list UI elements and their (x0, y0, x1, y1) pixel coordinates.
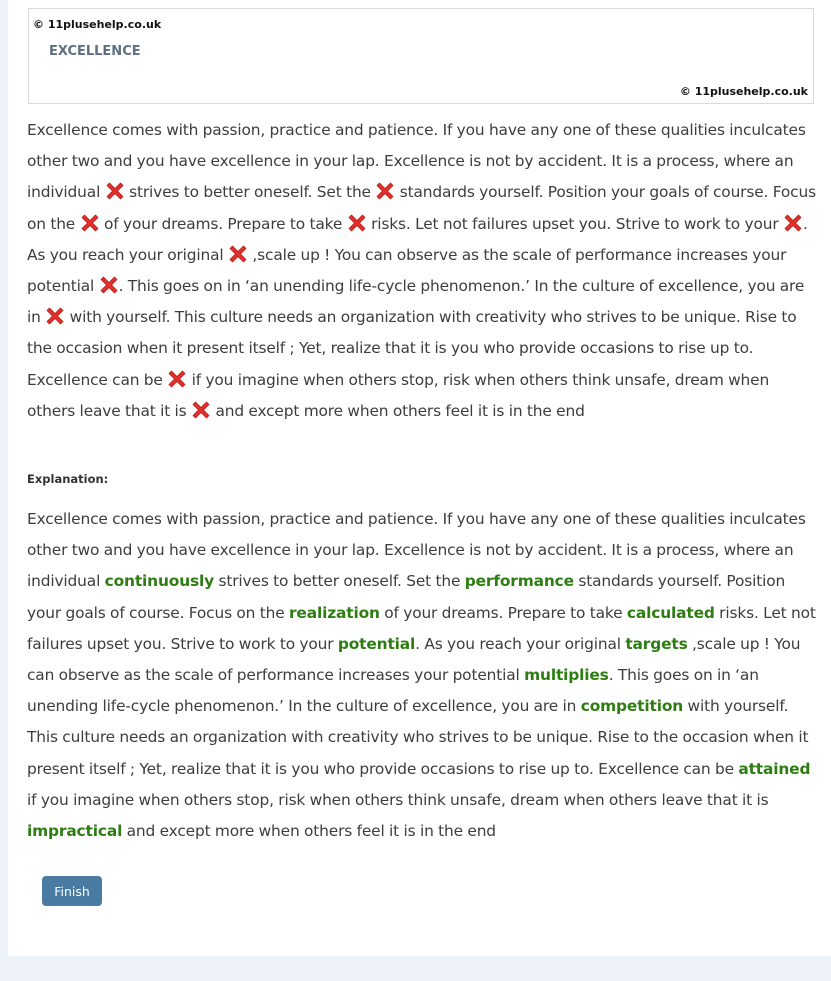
correct-answer: performance (464, 572, 574, 591)
wrong-answer-icon (375, 181, 395, 201)
wrong-answer-icon (99, 275, 119, 295)
correct-answer: potential (337, 634, 416, 653)
wrong-answer-icon (105, 181, 125, 201)
explanation-text: standards yourself. Position your goals of course. Focus on the (27, 572, 786, 622)
passage-title: EXCELLENCE (49, 44, 141, 59)
correct-answer: targets (625, 634, 688, 653)
wrong-answer-icon (783, 213, 803, 233)
explanation-passage (27, 504, 817, 847)
passage-text: . This goes on in ‘an unending life-cycle phenomenon.’ In the culture of excellence, you are in (27, 277, 805, 327)
finish-button[interactable]: Finish (42, 876, 102, 906)
wrong-answer-icon (191, 400, 211, 420)
explanation-text: Excellence comes with passion, practice and patience. If you have any one of these qualities inculcates other two and you have excellence in your lap. Excellence is not by accident. It is a process, where an individual (27, 510, 806, 591)
correct-answer: multiplies (524, 666, 609, 685)
wrong-answer-icon (228, 244, 248, 264)
passage-text: if you imagine when others stop, risk when others think unsafe, dream when others leave that it is (27, 370, 770, 420)
explanation-text: . As you reach your original (415, 634, 626, 653)
passage-text: . As you reach your original (27, 214, 808, 264)
correct-answer: impractical (27, 822, 123, 841)
passage-text: strives to better oneself. Set the (124, 183, 376, 202)
quiz-panel (8, 0, 831, 956)
explanation-text: ,scale up ! You can observe as the scale of performance increases your potential (27, 634, 801, 685)
copyright-top: © 11plusehelp.co.uk (33, 18, 162, 31)
correct-answer: realization (288, 603, 380, 622)
wrong-answer-icon (80, 213, 100, 233)
passage-text: of your dreams. Prepare to take (99, 214, 347, 233)
correct-answer: calculated (626, 603, 715, 622)
correct-answer: competition (580, 697, 684, 716)
copyright-bottom: © 11plusehelp.co.uk (679, 85, 808, 98)
passage-header (28, 8, 814, 104)
wrong-answer-icon (167, 369, 187, 389)
passage-text: Excellence comes with passion, practice and patience. If you have any one of these qualities inculcates other two and you have excellence in your lap. Excellence is not by accident. It is a process, where an individual (27, 121, 806, 202)
explanation-text: . This goes on in ‘an unending life-cycle phenomenon.’ In the culture of excellence, you are in (27, 666, 759, 716)
explanation-text: with yourself. This culture needs an organization with creativity who strives to be unique. Rise to the occasion when it present itself ; Yet, realize that it is you who provide occasions to rise up to. Excellence can be (27, 697, 809, 778)
passage-text: ,scale up ! You can observe as the scale of performance increases your potential (27, 245, 787, 296)
question-passage (27, 115, 817, 427)
passage-text: and except more when others feel it is in the end (211, 401, 585, 420)
explanation-text: of your dreams. Prepare to take (379, 603, 627, 622)
explanation-text: and except more when others feel it is in the end (122, 822, 496, 841)
correct-answer: continuously (104, 572, 215, 591)
passage-text: with yourself. This culture needs an organization with creativity who strives to be unique. Rise to the occasion when it present itself ; Yet, realize that it is you who provide occasions to rise up to. Excellence can be (27, 308, 797, 389)
explanation-text: if you imagine when others stop, risk when others think unsafe, dream when others leave that it is (27, 790, 769, 809)
correct-answer: attained (738, 759, 811, 778)
passage-text: risks. Let not failures upset you. Strive to work to your (366, 214, 783, 233)
explanation-label: Explanation: (27, 472, 109, 486)
explanation-text: risks. Let not failures upset you. Strive to work to your (27, 603, 816, 653)
wrong-answer-icon (347, 213, 367, 233)
explanation-text: strives to better oneself. Set the (214, 572, 465, 591)
passage-text: standards yourself. Position your goals of course. Focus on the (27, 183, 816, 233)
wrong-answer-icon (45, 306, 65, 326)
